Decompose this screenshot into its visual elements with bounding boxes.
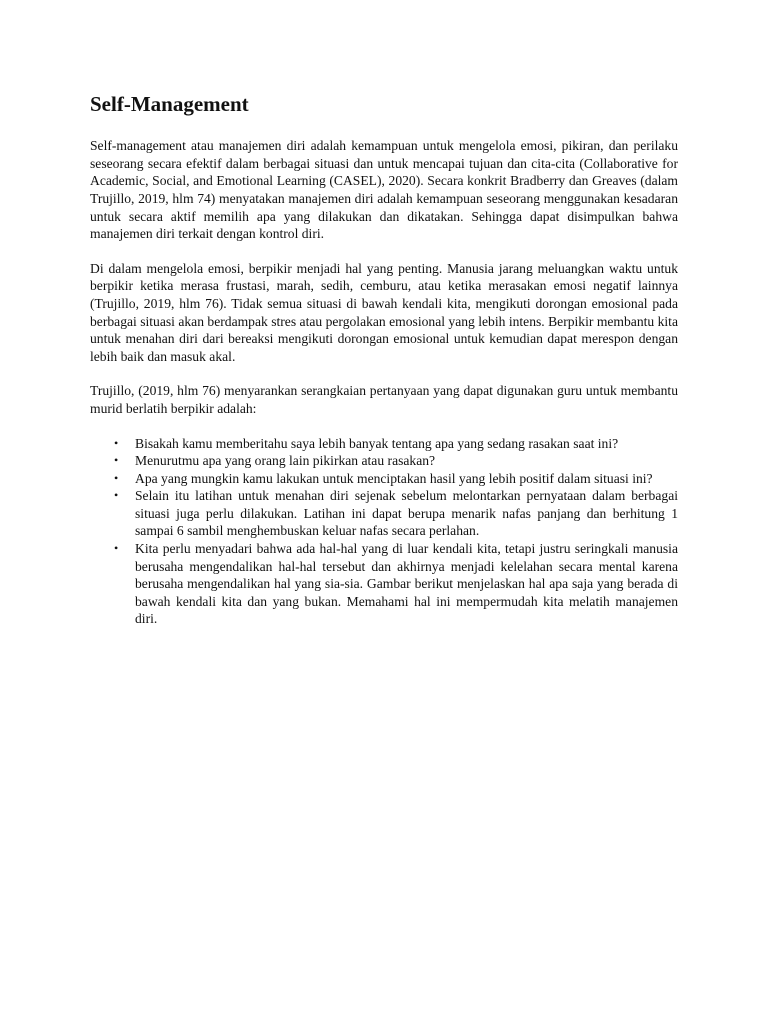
- question-list: [90, 435, 678, 629]
- paragraph-managing-emotion: Di dalam mengelola emosi, berpikir menjadi hal yang penting. Manusia jarang meluangkan waktu untuk berpikir ketika merasa frustasi, marah, sedih, cemburu, atau ketika merasakan emosi negatif lainnya (Trujillo, 2019, hlm 76). Tidak semua situasi di bawah kendali kita, mengikuti dorongan emosional pada berbagai situasi akan berdampak stres atau pergolakan emosional yang lebih intens. Berpikir membantu kita untuk menahan diri dari bereaksi mengikuti dorongan emosional untuk kemudian dapat merespon dengan lebih baik dan masuk akal.: [90, 260, 678, 364]
- bullet-icon: •: [114, 470, 119, 485]
- paragraph-question-intro: Trujillo, (2019, hlm 76) menyarankan serangkaian pertanyaan yang dapat digunakan guru untuk membantu murid berlatih berpikir adalah:: [90, 383, 678, 416]
- list-item-text: Selain itu latihan untuk menahan diri sejenak sebelum melontarkan pernyataan dalam berbagai situasi juga perlu dilakukan. Latihan ini dapat berupa menarik nafas panjang dan berhitung 1 sampai 6 sambil menghembuskan keluar nafas secara perlahan.: [135, 488, 678, 539]
- list-item-text: Bisakah kamu memberitahu saya lebih banyak tentang apa yang sedang rasakan saat ini?: [135, 435, 619, 451]
- bullet-icon: •: [114, 453, 119, 468]
- bullet-icon: •: [114, 541, 119, 556]
- list-item: [114, 540, 678, 628]
- list-item-text: Menurutmu apa yang orang lain pikirkan atau rasakan?: [135, 453, 436, 469]
- list-item-text: Kita perlu menyadari bahwa ada hal-hal yang di luar kendali kita, tetapi justru seringkali manusia berusaha mengendalikan hal-hal tersebut dan akhirnya menjadi kelelahan secara mental karena berusaha mengendalikan hal yang sia-sia. Gambar berikut menjelaskan hal apa saja yang berada di bawah kendali kita dan yang bukan. Memahami hal ini mempermudah kita melatih manajemen diri.: [135, 541, 678, 627]
- list-item-text: Apa yang mungkin kamu lakukan untuk menciptakan hasil yang lebih positif dalam situasi ini?: [135, 470, 653, 486]
- list-item: [114, 435, 678, 453]
- bullet-icon: •: [114, 488, 119, 503]
- bullet-icon: •: [114, 435, 119, 450]
- list-item: [114, 452, 678, 470]
- paragraph-definition: Self-management atau manajemen diri adalah kemampuan untuk mengelola emosi, pikiran, dan perilaku seseorang secara efektif dalam berbagai situasi dan untuk mencapai tujuan dan cita-cita (Collaborative for Academic, Social, and Emotional Learning (CASEL), 2020). Secara konkrit Bradberry dan Greaves (dalam Trujillo, 2019, hlm 74) menyatakan manajemen diri adalah kemampuan seseorang menggunakan kesadaran untuk secara aktif memilih apa yang dilakukan dan dikatakan. Sehingga dapat disimpulkan bahwa manajemen diri terkait dengan kontrol diri.: [90, 138, 678, 242]
- list-item: [114, 487, 678, 540]
- document-page: [90, 92, 678, 628]
- list-item: [114, 470, 678, 488]
- document-title: Self-Management: [90, 92, 249, 116]
